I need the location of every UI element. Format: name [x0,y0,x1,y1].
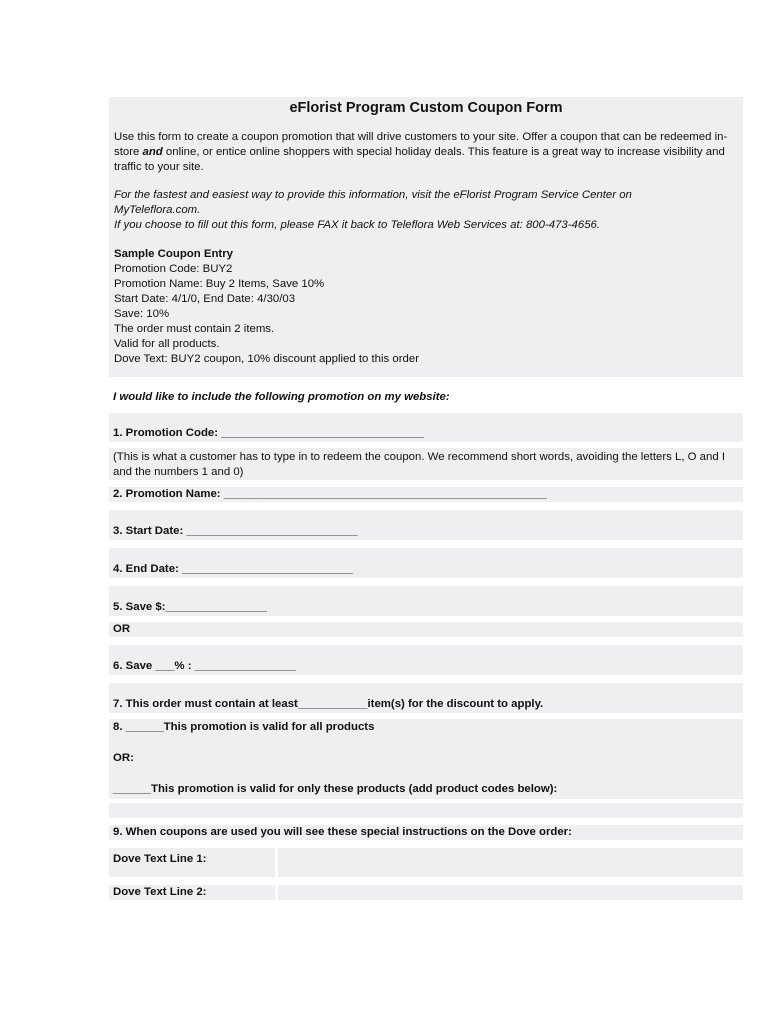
dove-line-2-input[interactable] [278,885,743,900]
dove-line-1-input[interactable] [278,848,743,877]
end-date-field[interactable]: 4. End Date: ___________________________ [109,548,743,578]
sample-line: Save: 10% [114,308,170,320]
min-items-field[interactable]: 7. This order must contain at least___________item(s) for the discount to apply. [109,683,743,713]
product-codes-field[interactable] [109,803,743,818]
valid-some-products-option[interactable]: ______This promotion is valid for only these products (add product codes below): [113,783,558,795]
fax-line: If you choose to fill out this form, please FAX it back to Teleflora Web Services at: 800-473-4656. [114,219,601,231]
dove-line-1-row [109,848,743,877]
dove-line-1-label: Dove Text Line 1: [109,848,275,877]
sample-line: Promotion Code: BUY2 [114,263,233,275]
save-dollar-field[interactable]: 5. Save $:________________ [109,586,743,616]
sample-line: Start Date: 4/1/0, End Date: 4/30/03 [114,293,296,305]
intro-emphasis: and [142,146,163,158]
intro-section [109,97,743,377]
dove-line-2-row [109,885,743,900]
dove-heading: 9. When coupons are used you will see these special instructions on the Dove order: [109,825,743,840]
fastest-note [114,188,738,233]
product-validity-section [109,719,743,799]
fastest-line-2: MyTeleflora.com. [114,204,201,216]
coupon-form [109,97,743,898]
promotion-name-field[interactable]: 2. Promotion Name: ___________________________________________________ [109,487,743,502]
promotion-code-field[interactable]: 1. Promotion Code: ________________________________ [109,413,743,442]
or-label: OR: [113,752,134,764]
fastest-line-1: For the fastest and easiest way to provide this information, visit the eFlorist Program Service Center on [114,189,632,201]
sample-line: Dove Text: BUY2 coupon, 10% discount applied to this order [114,353,419,365]
form-title: eFlorist Program Custom Coupon Form [289,100,563,116]
sample-line: The order must contain 2 items. [114,323,275,335]
intro-text-a: Use this form to create a coupon promotion that will drive customers to your site. Offer a coupon that can be redeemed in-store [114,131,728,158]
intro-paragraph [114,130,738,175]
valid-all-products-option[interactable]: 8. ______This promotion is valid for all products [113,721,375,733]
dove-line-2-label: Dove Text Line 2: [109,885,275,900]
include-heading: I would like to include the following promotion on my website: [113,391,450,403]
or-label: OR [109,622,743,637]
promotion-code-note: (This is what a customer has to type in to redeem the coupon. We recommend short words, avoiding the letters L, O and I and the numbers 1 and 0) [109,448,743,480]
intro-text-b: online, or entice online shoppers with special holiday deals. This feature is a great way to increase visibility and traffic to your site. [114,146,725,173]
sample-heading: Sample Coupon Entry [114,248,233,260]
sample-line: Promotion Name: Buy 2 Items, Save 10% [114,278,325,290]
start-date-field[interactable]: 3. Start Date: ___________________________ [109,510,743,540]
save-percent-field[interactable]: 6. Save ___% : ________________ [109,645,743,675]
sample-line: Valid for all products. [114,338,220,350]
